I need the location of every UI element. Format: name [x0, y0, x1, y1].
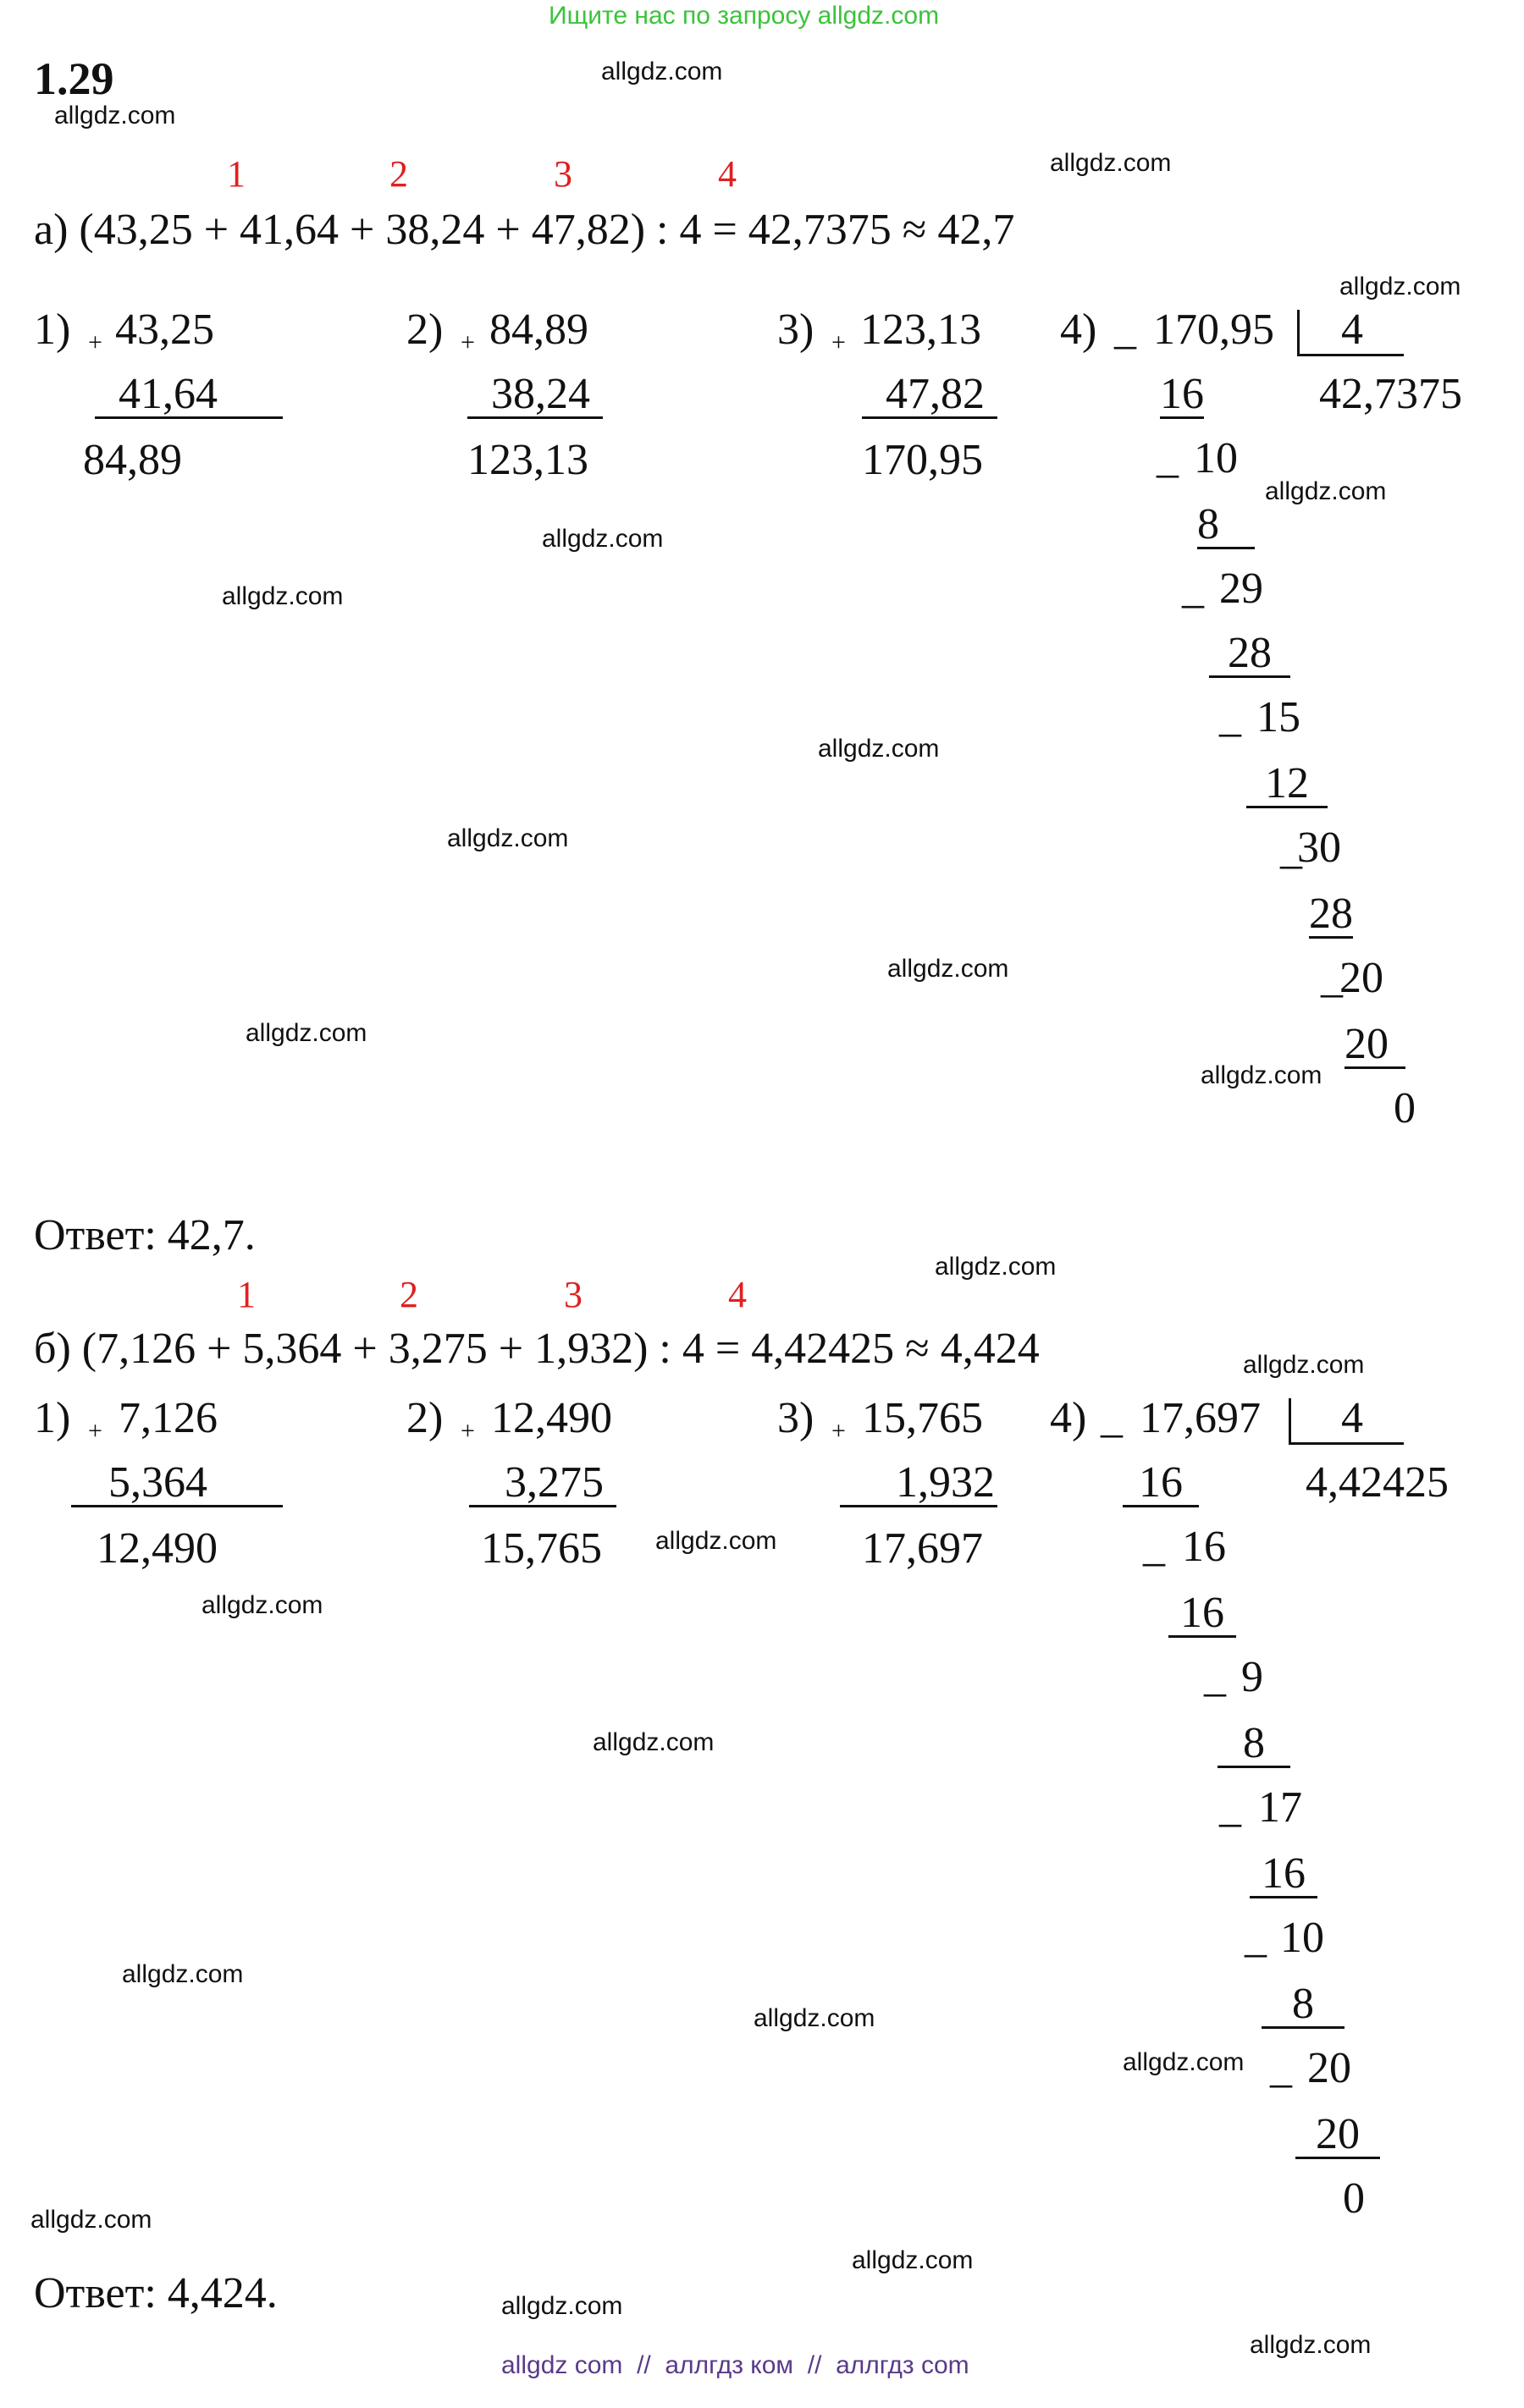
watermark: allgdz.com — [1050, 149, 1172, 177]
plus-sign: + — [88, 1417, 102, 1445]
search-banner: Ищите нас по запросу allgdz.com — [549, 2, 940, 30]
division-step: 16 — [1250, 1852, 1317, 1898]
minus-sign: _ — [1204, 1653, 1226, 1701]
step-b1-result: 12,490 — [97, 1524, 218, 1573]
division-bar — [1297, 310, 1300, 355]
division-step: 20 — [1307, 2044, 1351, 2092]
step-b1-addend-1: 7,126 — [119, 1394, 218, 1442]
watermark: allgdz.com — [852, 2246, 974, 2274]
step-b4-divisor: 4 — [1341, 1394, 1363, 1442]
step-a4-dividend: 170,95 — [1153, 306, 1274, 354]
step-b4-label: 4) — [1050, 1394, 1087, 1442]
step-number-1: 1 — [227, 153, 246, 195]
minus-sign: _ — [1280, 825, 1302, 873]
division-step: 8 — [1262, 1982, 1345, 2029]
division-bar — [1289, 1398, 1291, 1444]
step-b3-addend-2: 1,932 — [896, 1458, 995, 1507]
step-a2-addend-1: 84,89 — [489, 306, 588, 354]
plus-sign: + — [461, 328, 475, 356]
step-a2-addend-2: 38,24 — [491, 370, 590, 418]
plus-sign: + — [831, 1417, 846, 1445]
step-a3-result: 170,95 — [862, 436, 983, 484]
watermark: allgdz.com — [30, 2206, 152, 2234]
step-number-3: 3 — [554, 153, 572, 195]
watermark: allgdz.com — [1201, 1061, 1322, 1089]
step-a1-addend-2: 41,64 — [119, 370, 218, 418]
step-a4-label: 4) — [1060, 306, 1097, 354]
step-a1-label: 1) — [34, 306, 71, 354]
sum-line — [469, 1505, 616, 1507]
step-a4-divisor: 4 — [1341, 306, 1363, 354]
division-bar — [1289, 1442, 1404, 1445]
expression-b: б) (7,126 + 5,364 + 3,275 + 1,932) : 4 = 4,42425 ≈ 4,424 — [34, 1325, 1040, 1373]
expression-a: а) (43,25 + 41,64 + 38,24 + 47,82) : 4 = 42,7375 ≈ 42,7 — [34, 206, 1015, 254]
watermark: allgdz.com — [935, 1253, 1057, 1281]
watermark: allgdz.com — [54, 102, 176, 129]
footer-links: allgdz com // аллгдз ком // аллгдз com — [501, 2351, 969, 2379]
step-a3-label: 3) — [777, 306, 814, 354]
watermark: allgdz.com — [447, 824, 569, 852]
sum-line — [840, 1505, 997, 1507]
division-step: 28 — [1309, 890, 1353, 938]
watermark: allgdz.com — [1243, 1351, 1365, 1379]
division-step: 9 — [1241, 1653, 1263, 1701]
division-step: 20 — [1345, 1022, 1405, 1069]
plus-sign: + — [461, 1417, 475, 1445]
division-step: 8 — [1197, 503, 1255, 549]
minus-sign: _ — [1182, 565, 1204, 613]
division-remainder: 0 — [1343, 2174, 1365, 2223]
step-b3-addend-1: 15,765 — [862, 1394, 983, 1442]
step-number-3: 3 — [564, 1274, 583, 1315]
division-step: 10 — [1194, 434, 1238, 482]
watermark: allgdz.com — [542, 525, 664, 553]
minus-sign: _ — [1270, 2044, 1292, 2092]
watermark: allgdz.com — [887, 955, 1009, 983]
step-number-2: 2 — [389, 153, 408, 195]
step-b2-label: 2) — [406, 1394, 444, 1442]
division-step: 17 — [1258, 1783, 1302, 1832]
watermark: allgdz.com — [222, 582, 344, 610]
minus-sign: _ — [1219, 693, 1241, 741]
division-step: 12 — [1246, 762, 1328, 808]
step-number-2: 2 — [400, 1274, 418, 1315]
sum-line — [862, 416, 997, 419]
minus-sign: _ — [1321, 954, 1343, 1002]
division-step: 15 — [1256, 693, 1300, 741]
step-b2-addend-2: 3,275 — [505, 1458, 604, 1507]
watermark: allgdz.com — [818, 735, 940, 763]
step-a2-result: 123,13 — [467, 436, 588, 484]
division-step: 16 — [1123, 1461, 1199, 1507]
step-number-4: 4 — [718, 153, 737, 195]
watermark: allgdz.com — [246, 1019, 367, 1047]
step-b3-label: 3) — [777, 1394, 814, 1442]
step-b1-addend-2: 5,364 — [108, 1458, 207, 1507]
step-b1-label: 1) — [34, 1394, 71, 1442]
division-step: 10 — [1280, 1914, 1324, 1962]
division-step: 30 — [1297, 824, 1341, 872]
watermark: allgdz.com — [1123, 2048, 1245, 2076]
division-step: 28 — [1209, 631, 1290, 678]
watermark: allgdz.com — [202, 1591, 323, 1619]
step-a1-result: 84,89 — [83, 436, 182, 484]
minus-sign: _ — [1143, 1523, 1165, 1571]
minus-sign: _ — [1101, 1394, 1123, 1442]
step-b2-result: 15,765 — [481, 1524, 602, 1573]
sum-line — [95, 416, 283, 419]
minus-sign: _ — [1157, 434, 1179, 482]
sum-line — [467, 416, 603, 419]
step-b3-result: 17,697 — [862, 1524, 983, 1573]
watermark: allgdz.com — [655, 1527, 777, 1555]
step-number-4: 4 — [728, 1274, 747, 1315]
plus-sign: + — [831, 328, 846, 356]
watermark: allgdz.com — [1250, 2331, 1372, 2359]
watermark: allgdz.com — [1339, 273, 1461, 300]
step-a3-addend-1: 123,13 — [860, 306, 981, 354]
plus-sign: + — [88, 328, 102, 356]
division-remainder: 0 — [1394, 1084, 1416, 1132]
watermark: allgdz.com — [1265, 477, 1387, 505]
sum-line — [71, 1505, 283, 1507]
step-b4-quotient: 4,42425 — [1306, 1458, 1449, 1507]
division-step: 20 — [1339, 954, 1383, 1002]
watermark: allgdz.com — [754, 2004, 875, 2032]
step-a3-addend-2: 47,82 — [886, 370, 985, 418]
watermark: allgdz.com — [601, 58, 723, 85]
step-b2-addend-1: 12,490 — [491, 1394, 612, 1442]
division-step: 16 — [1160, 370, 1204, 418]
minus-sign: _ — [1114, 306, 1136, 354]
step-number-1: 1 — [237, 1274, 256, 1315]
step-a4-quotient: 42,7375 — [1319, 370, 1462, 418]
watermark: allgdz.com — [122, 1960, 244, 1988]
watermark: allgdz.com — [501, 2292, 623, 2320]
answer-b: Ответ: 4,424. — [34, 2269, 278, 2317]
step-b4-dividend: 17,697 — [1140, 1394, 1261, 1442]
answer-a: Ответ: 42,7. — [34, 1211, 256, 1259]
division-step: 16 — [1182, 1523, 1226, 1571]
division-step: 20 — [1295, 2113, 1380, 2159]
step-a1-addend-1: 43,25 — [115, 306, 214, 354]
minus-sign: _ — [1219, 1783, 1241, 1832]
division-step: 8 — [1218, 1722, 1290, 1768]
division-step: 16 — [1168, 1591, 1236, 1638]
watermark: allgdz.com — [593, 1728, 715, 1756]
step-a2-label: 2) — [406, 306, 444, 354]
division-bar — [1297, 354, 1404, 356]
minus-sign: _ — [1245, 1914, 1267, 1962]
exercise-number: 1.29 — [34, 53, 114, 104]
division-step: 29 — [1219, 565, 1263, 613]
